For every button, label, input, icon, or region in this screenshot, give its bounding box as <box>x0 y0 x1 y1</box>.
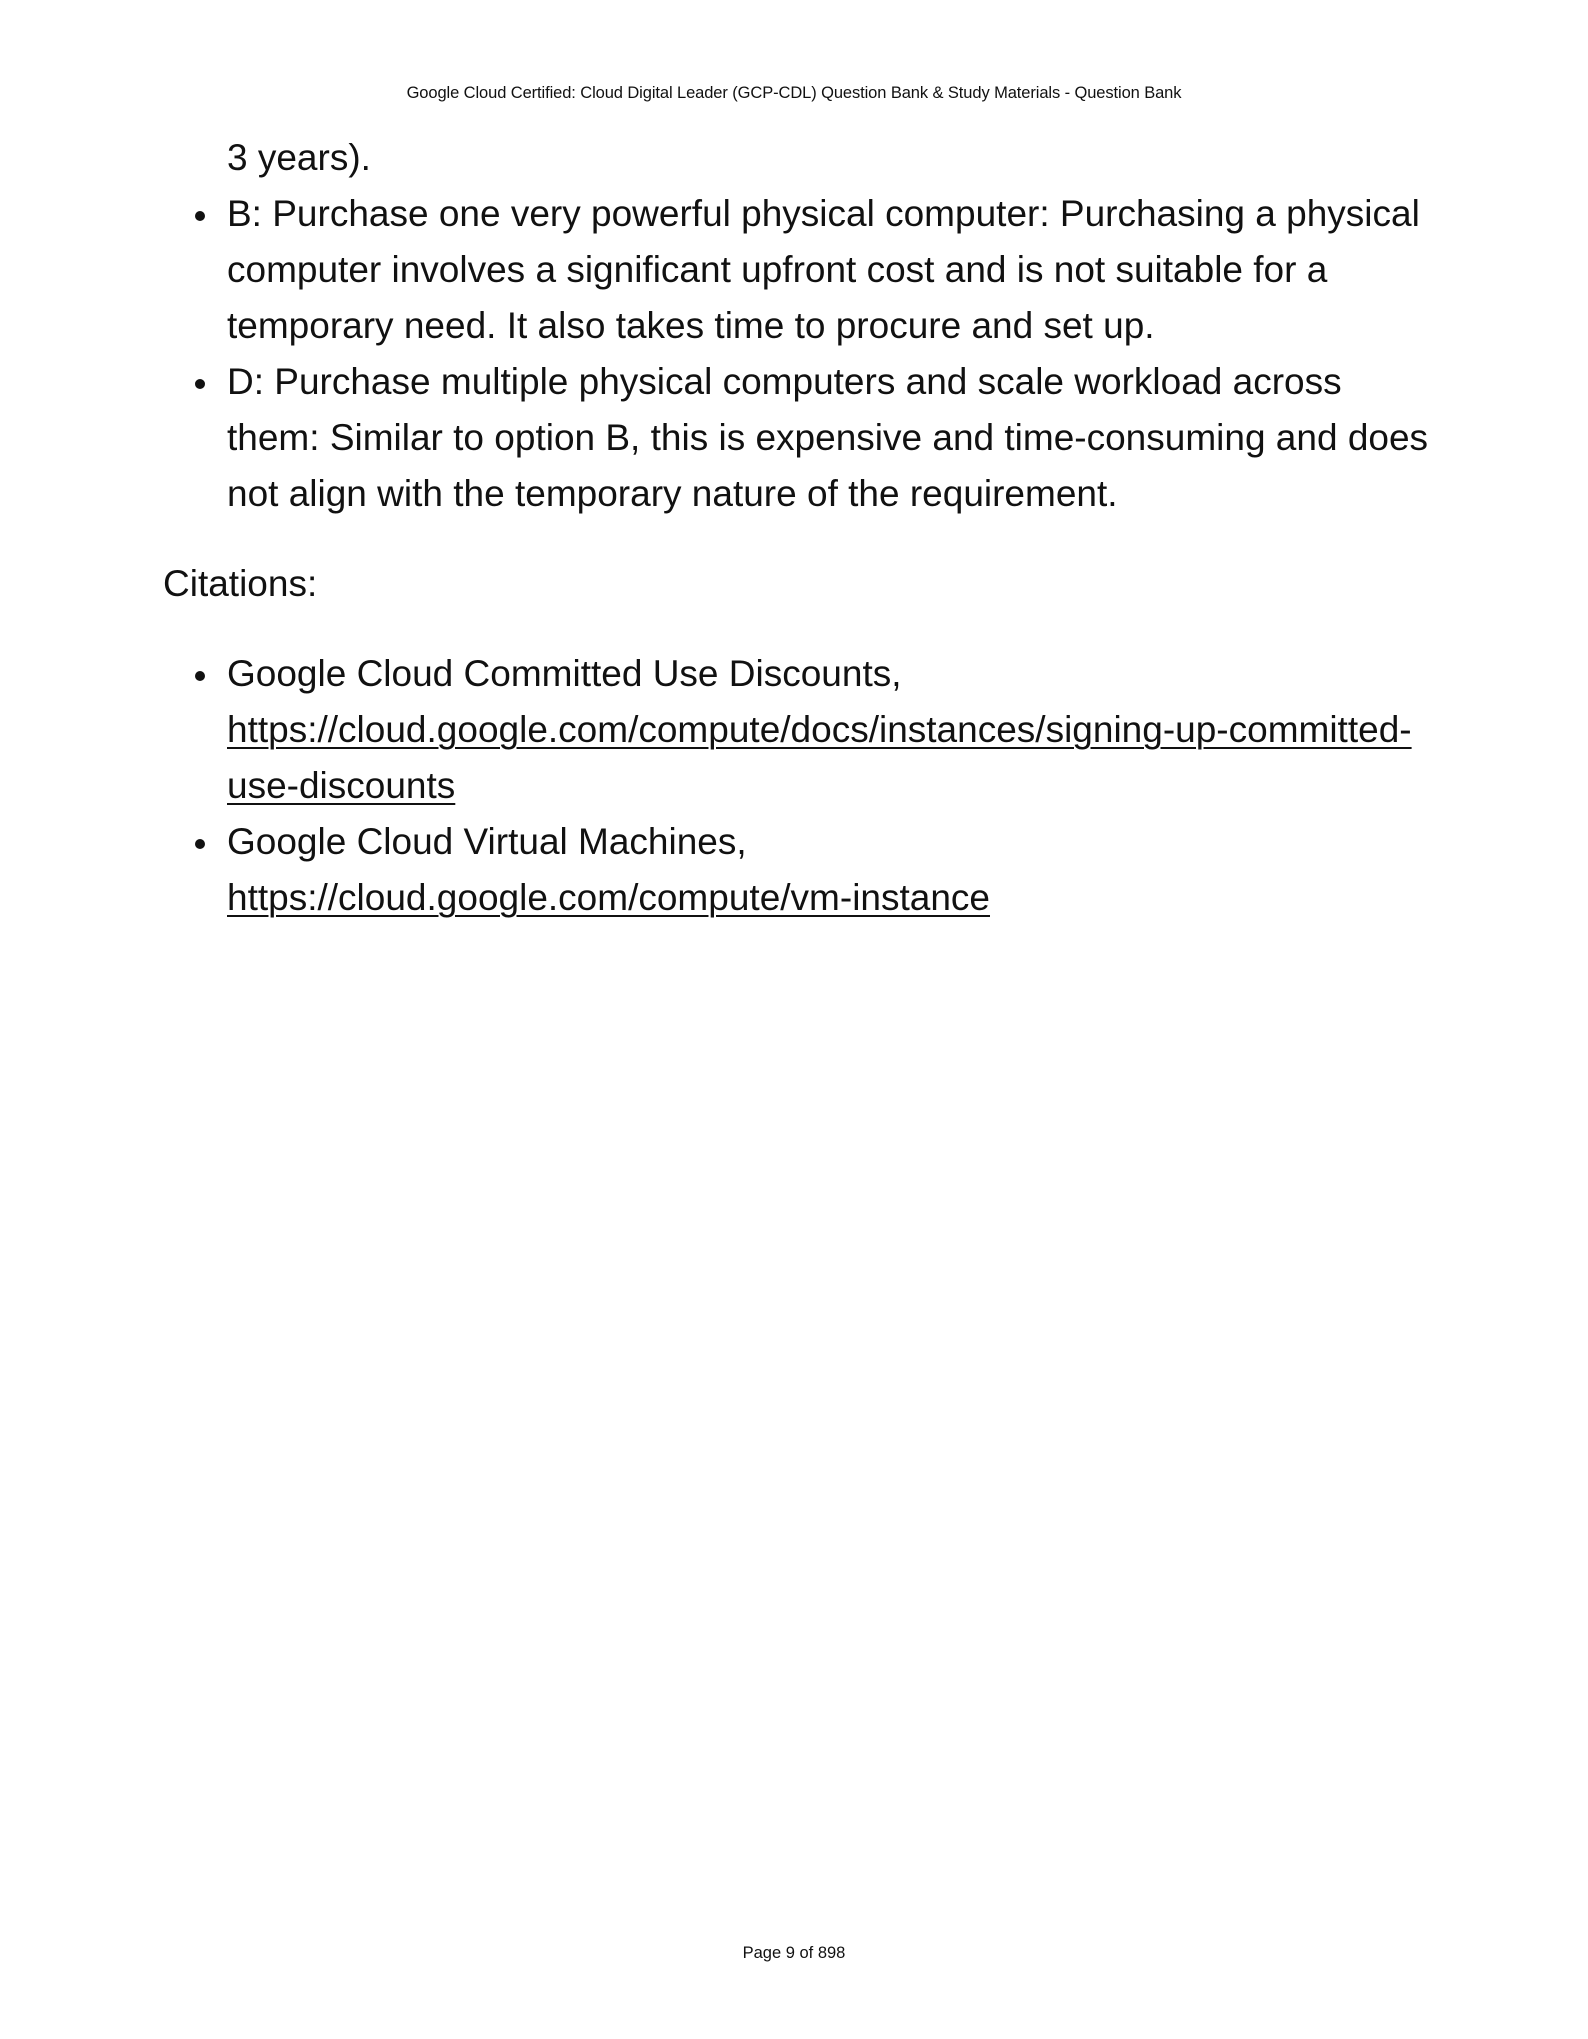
explanation-text: B: Purchase one very powerful physical computer: Purchasing a physical computer involves a significant upfront cost and is not suitable for a temporary need. It also takes time to procure and set up. <box>227 193 1420 346</box>
citation-item-virtual-machines <box>163 814 1433 926</box>
citation-link[interactable]: https://cloud.google.com/compute/docs/instances/signing-up-committed-use-discounts <box>227 709 1412 806</box>
explanation-text: D: Purchase multiple physical computers and scale workload across them: Similar to option B, this is expensive and time-consuming and does not align with the temporary nature of the requirement. <box>227 361 1429 514</box>
bullet-icon <box>195 211 205 221</box>
page-number: Page 9 of 898 <box>742 1944 846 1962</box>
bullet-icon <box>195 379 205 389</box>
bullet-icon <box>195 839 205 849</box>
citation-label: Google Cloud Virtual Machines, <box>227 821 747 862</box>
page-content <box>163 130 1433 926</box>
bullet-icon <box>195 671 205 681</box>
citation-item-committed-use <box>163 646 1433 814</box>
citations-heading: Citations: <box>163 563 318 604</box>
explanation-item-d <box>163 354 1433 522</box>
explanation-list <box>163 186 1433 522</box>
citations-list <box>163 646 1433 926</box>
citation-link[interactable]: https://cloud.google.com/compute/vm-instance <box>227 877 990 918</box>
continued-text: 3 years). <box>227 137 371 178</box>
explanation-item-b <box>163 186 1433 354</box>
citation-label: Google Cloud Committed Use Discounts, <box>227 653 902 694</box>
page-header: Google Cloud Certified: Cloud Digital Leader (GCP-CDL) Question Bank & Study Materials - Question Bank <box>406 84 1182 102</box>
